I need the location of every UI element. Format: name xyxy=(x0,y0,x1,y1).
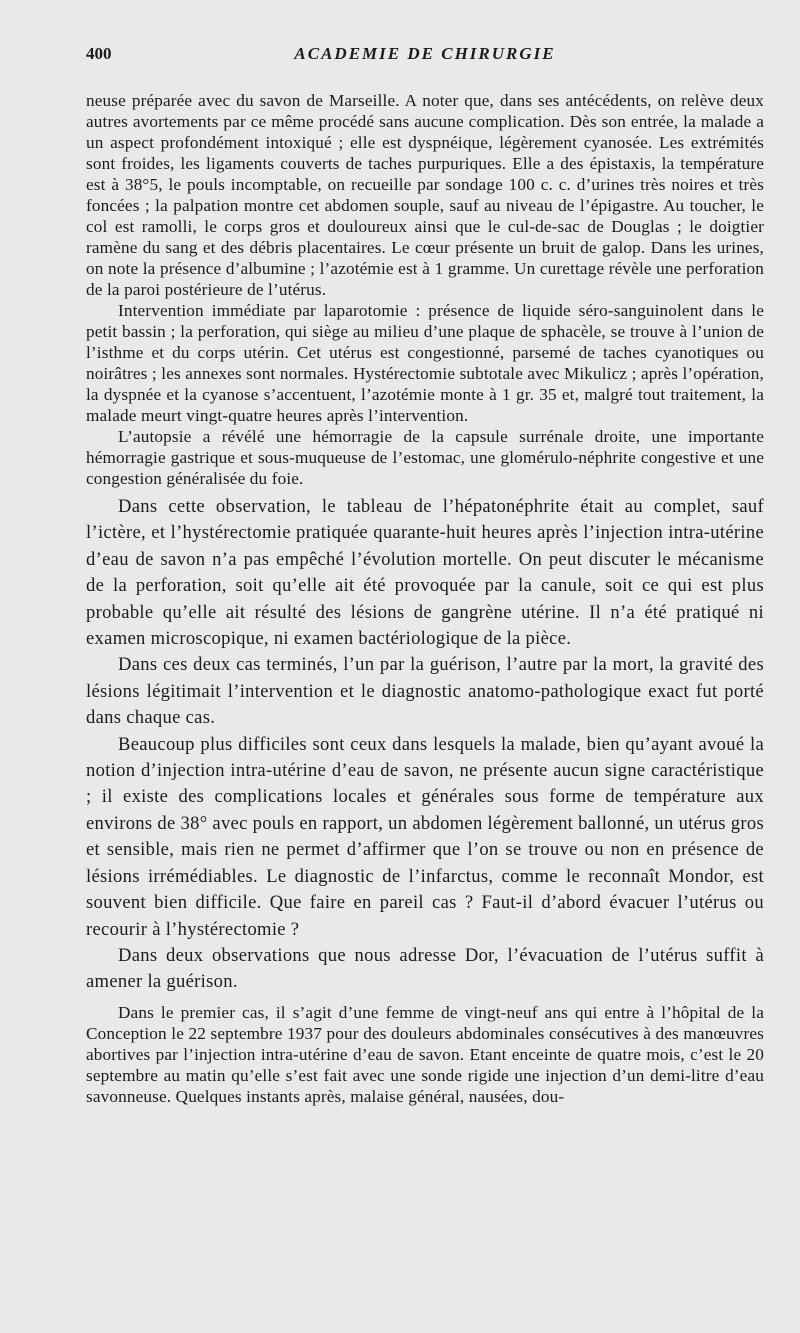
paragraph: neuse préparée avec du savon de Marseille. A noter que, dans ses antécédents, on relève deux autres avortements par ce même procédé sans aucune complication. Dès son entrée, la malade a un aspect profondément intoxiqué ; elle est dyspnéique, légèrement cyanosée. Les extrémités sont froides, les ligaments couverts de taches purpuriques. Elle a des épistaxis, la température est à 38°5, le pouls incomptable, on recueille par sondage 100 c. c. d’urines très noires et très foncées ; la palpation montre cet abdomen souple, sauf au niveau de l’épigastre. Au toucher, le col est ramolli, le corps gros et douloureux ainsi que le cul-de-sac de Douglas ; le doigtier ramène du sang et des débris placentaires. Le cœur présente un bruit de galop. Dans les urines, on note la présence d’albumine ; l’azotémie est à 1 gramme. Un curettage révèle une perforation de la paroi postérieure de l’utérus. xyxy=(86,91,764,299)
paragraph: Dans le premier cas, il s’agit d’une femme de vingt-neuf ans qui entre à l’hôpital de la Conception le 22 septembre 1937 pour des douleurs abdominales consécutives à des manœuvres abortives par l’injection intra-utérine d’eau de savon. Etant enceinte de quatre mois, c’est le 20 septembre au matin qu’elle s’est fait avec une sonde rigide une injection d’un demi-litre d’eau savonneuse. Quelques instants après, malaise général, nausées, dou- xyxy=(86,1002,764,1106)
paragraph: Dans deux observations que nous adresse Dor, l’évacuation de l’utérus suffit à amener la guérison. xyxy=(86,944,764,993)
paragraph: Beaucoup plus difficiles sont ceux dans lesquels la malade, bien qu’ayant avoué la notion d’injection intra-utérine d’eau de savon, ne présente aucun signe caractéristique ; il existe des complications locales et générales sous forme de température aux environs de 38° avec pouls en rapport, un abdomen légèrement ballonné, un utérus gros et sensible, mais rien ne permet d’affirmer que l’on se trouve ou non en présence de lésions irrémédiables. Le diagnostic de l’infarctus, comme le reconnaît Mondor, est souvent bien difficile. Que faire en pareil cas ? Faut-il d’abord évacuer l’utérus ou recourir à l’hystérectomie ? xyxy=(86,733,764,940)
case-report-section xyxy=(86,90,764,489)
page-header xyxy=(86,44,764,74)
page-number: 400 xyxy=(86,44,112,63)
paragraph: Dans cette observation, le tableau de l’hépatonéphrite était au complet, sauf l’ictère, et l’hystérectomie pratiquée quarante-huit heures après l’injection intra-utérine d’eau de savon n’a pas empêché l’évolution mortelle. On peut discuter le mécanisme de la perforation, soit qu’elle ait été provoquée par la canule, soit ce qui est plus probable qu’elle ait résulté des lésions de gangrène utérine. Il n’a été pratiqué ni examen microscopique, ni examen bactériologique de la pièce. xyxy=(86,496,764,650)
discussion-section xyxy=(86,494,764,996)
paragraph: L’autopsie a révélé une hémorragie de la capsule surrénale droite, une importante hémorragie gastrique et sous-muqueuse de l’estomac, une glomérulo-néphrite congestive et une congestion généralisée du foie. xyxy=(86,427,764,488)
second-case-section xyxy=(86,1002,764,1107)
paragraph: Intervention immédiate par laparotomie : présence de liquide séro-sanguinolent dans le petit bassin ; la perforation, qui siège au milieu d’une plaque de sphacèle, se trouve à l’union de l’isthme et du corps utérin. Cet utérus est congestionné, parsemé de taches cyanotiques ou noirâtres ; les annexes sont normales. Hystérectomie subtotale avec Mikulicz ; après l’opération, la dyspnée et la cyanose s’accentuent, l’azotémie monte à 1 gr. 35 et, malgré tout traitement, la malade meurt vingt-quatre heures après l’intervention. xyxy=(86,301,764,425)
paragraph: Dans ces deux cas terminés, l’un par la guérison, l’autre par la mort, la gravité des lésions légitimait l’intervention et le diagnostic anatomo-pathologique exact fut porté dans chaque cas. xyxy=(86,654,764,729)
running-head: ACADEMIE DE CHIRURGIE xyxy=(294,44,556,63)
